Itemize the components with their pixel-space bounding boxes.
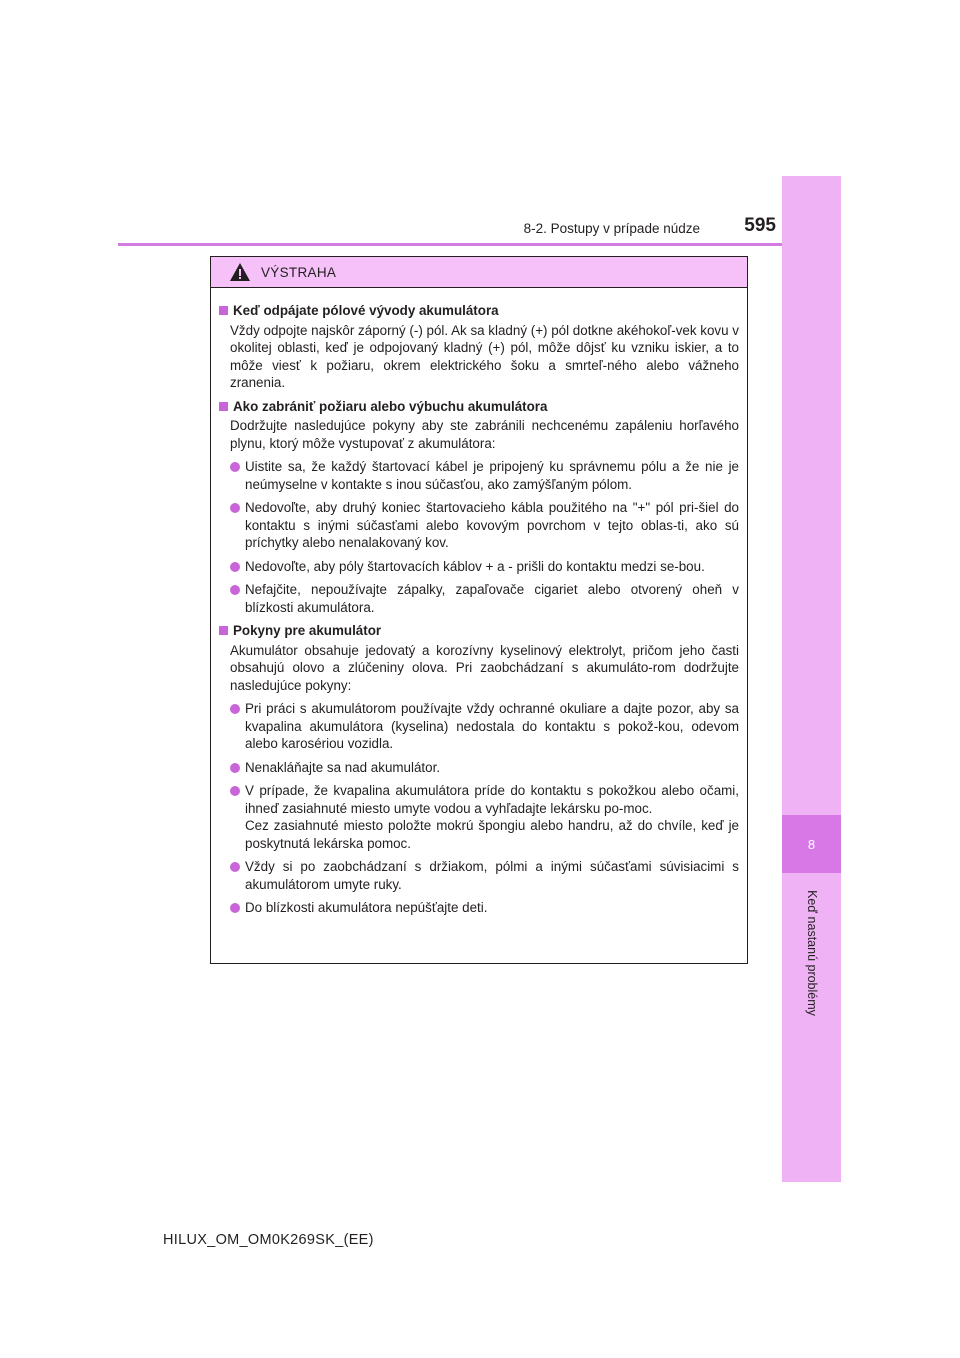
- section-heading-text: Ako zabrániť požiaru alebo výbuchu akumulátora: [233, 398, 548, 414]
- section-heading: [219, 302, 739, 320]
- list-item: [219, 858, 739, 893]
- list-item: [219, 581, 739, 616]
- circle-bullet-icon: [230, 862, 240, 872]
- square-bullet-icon: [219, 306, 228, 315]
- square-bullet-icon: [219, 626, 228, 635]
- list-item: [219, 759, 739, 777]
- circle-bullet-icon: [230, 786, 240, 796]
- warning-body: [211, 288, 747, 917]
- section-title: 8-2. Postupy v prípade núdze: [523, 221, 700, 236]
- list-item: [219, 899, 739, 917]
- section-heading-text: Pokyny pre akumulátor: [233, 623, 382, 638]
- warning-box: [210, 256, 748, 964]
- circle-bullet-icon: [230, 704, 240, 714]
- list-item: [219, 782, 739, 852]
- list-item: [219, 458, 739, 493]
- list-item: [219, 700, 739, 753]
- list-item-text: V prípade, že kvapalina akumulátora príde do kontaktu s pokožkou alebo očami, ihneď zasiahnuté miesto umyte vodou a vyhľadajte lekársku po-moc. Cez zasiahnuté miesto položte mokrú špongiu alebo handru, až do chvíle, keď je poskytnutá lekárska pomoc.: [245, 783, 739, 851]
- list-item-text: Nenakláňajte sa nad akumulátor.: [245, 759, 441, 775]
- circle-bullet-icon: [230, 903, 240, 913]
- list-item-text: Uistite sa, že každý štartovací kábel je pripojený ku správnemu pólu a že nie je neúmyselne v kontakte s inou súčasťou, ako zamýšľaným pólom.: [245, 459, 739, 492]
- list-item-text: Nefajčite, nepoužívajte zápalky, zapaľovače cigariet alebo otvorený oheň v blízkosti akumulátora.: [245, 582, 739, 615]
- warning-title: VÝSTRAHA: [261, 264, 337, 280]
- list-item-text: Nedovoľte, aby póly štartovacích káblov + a - prišli do kontaktu medzi se-bou.: [245, 558, 705, 574]
- circle-bullet-icon: [230, 585, 240, 595]
- list-item-text: Pri práci s akumulátorom používajte vždy ochranné okuliare a dajte pozor, aby sa kvapalina akumulátora (kyselina) nedostala do kontaktu s pokož-kou, odevom alebo karosériou vozidla.: [245, 701, 739, 751]
- page-number: 595: [744, 215, 776, 236]
- list-item-text: Nedovoľte, aby druhý koniec štartovacieho kábla použitého na "+" pól pri-šiel do kontaktu s inými súčasťami alebo kovovým povrchom v tejto oblas-ti, ako sú príchytky alebo nenalakovaný kov.: [245, 500, 739, 550]
- document-code: HILUX_OM_OM0K269SK_(EE): [163, 1232, 374, 1248]
- warning-header: [211, 257, 747, 288]
- header-rule: [118, 243, 782, 246]
- section-text: Dodržujte nasledujúce pokyny aby ste zabránili nechcenému zapáleniu horľavého plynu, ktorý môže vystupovať z akumulátora:: [230, 418, 739, 451]
- section-heading: [219, 398, 739, 416]
- circle-bullet-icon: [230, 562, 240, 572]
- list-item-text: Do blízkosti akumulátora nepúšťajte deti.: [245, 900, 488, 915]
- list-item: [219, 558, 739, 576]
- circle-bullet-icon: [230, 462, 240, 472]
- circle-bullet-icon: [230, 763, 240, 773]
- section-text: Akumulátor obsahuje jedovatý a korozívny kyselinový elektrolyt, pričom jeho časti obsahujú olovo a zlúčeniny olova. Pri zaobchádzaní s akumuláto-rom dodržujte nasledujúce pokyny:: [230, 642, 739, 693]
- chapter-title: [782, 873, 841, 1033]
- list-item-text: Vždy si po zaobchádzaní s držiakom, pólmi a inými súčasťami súvisiacimi s akumulátorom umyte ruky.: [245, 859, 739, 892]
- warning-triangle-icon: [229, 262, 251, 282]
- section-heading: [219, 622, 739, 640]
- circle-bullet-icon: [230, 503, 240, 513]
- chapter-title-text: Keď nastanú problémy: [804, 890, 819, 1016]
- section-text: Vždy odpojte najskôr záporný (-) pól. Ak sa kladný (+) pól dotkne akéhokoľ-vek kovu v okolitej oblasti, keď je odpojovaný kladný (+) pól, môže dôjsť ku vzniku iskier, a to môže viesť k požiaru, okrem elektrického šoku a smrteľ-ného alebo vážneho zranenia.: [230, 322, 739, 390]
- section-heading-text: Keď odpájate pólové vývody akumulátora: [233, 303, 499, 318]
- square-bullet-icon: [219, 402, 228, 411]
- list-item: [219, 499, 739, 552]
- chapter-number: 8: [782, 815, 841, 873]
